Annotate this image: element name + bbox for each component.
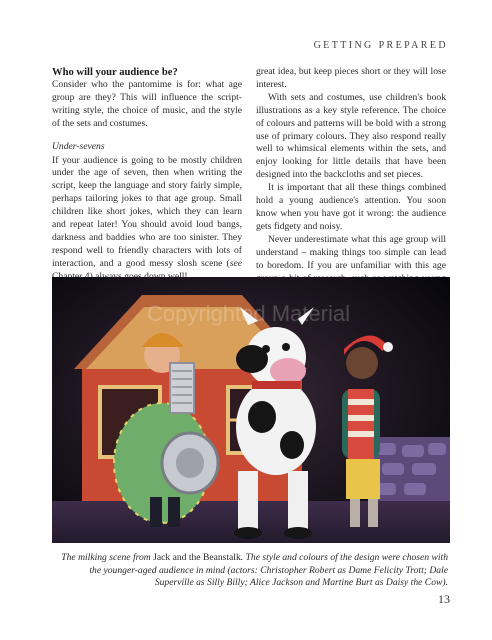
paragraph: With sets and costumes, use children's book illustrations as a key style reference. The choice of colours and patterns will be bold with a strong use of primary colours. They also respond really well to whimsical elements within the sets, and enjoy looking for little details that have been designed into the backcloths and set pieces.	[256, 91, 446, 181]
watermark: Copyrighted Material	[147, 301, 350, 326]
paragraph: Never underestimate what this age group will understand – making things too simple can lead to boredom. If you are unfamiliar with this age	[256, 233, 446, 271]
section-heading: Who will your audience be?	[52, 67, 178, 78]
photo-caption: The milking scene from Jack and the Beanstalk. The style and colours of the design were chosen with the younger-aged audience in mind (actors: Christopher Robert as Dame Felicity Trott; Dale Superville as Silly Billy; Alice Jackson and Martine Burt as Daisy the Cow).	[61, 552, 448, 589]
running-head: GETTING PREPARED	[313, 40, 448, 51]
right-column	[256, 66, 446, 298]
paragraph: If your audience is going to be mostly children under the age of seven, then when writing the script, keep the language and story fairly simple, perhaps tailoring jokes to that age group. Small children like short jokes, which they can learn and repeat later! You should avoid loud bangs, darkness and baddies who are too sinister. They respond well to friendly characters with lots of interaction, and a good messy slosh scene (see	[52, 154, 242, 269]
page-number: 13	[438, 592, 450, 606]
paragraph: great idea, but keep pieces short or they will lose interest.	[256, 66, 446, 90]
subheading: Under-sevens	[52, 140, 105, 152]
paragraph: It is important that all these things combined hold a young audience's attention. You soon know when you have got it wrong: the audience gets fidgety and noisy.	[256, 182, 446, 232]
paragraph: Consider who the pantomime is for: what age group are they? This will influence the script-writing style, the choice of music, and the style of the sets and costumes.	[52, 79, 242, 129]
stage-photo	[52, 277, 450, 543]
left-column	[52, 66, 242, 309]
